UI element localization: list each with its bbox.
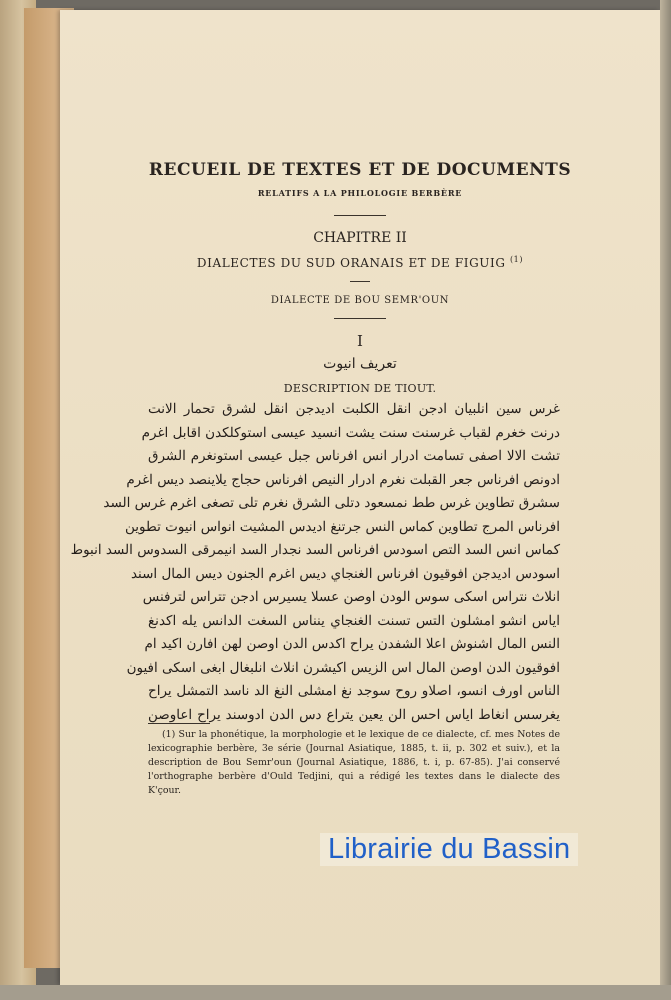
- footnote-marker: (1): [509, 255, 524, 264]
- dialect-heading: DIALECTE DE BOU SEMR'OUN: [270, 295, 450, 306]
- arabic-text-body: [70, 398, 560, 727]
- arabic-line: انلاث نتراس اسكى سوس الودن اوصن عسلا يسيرس ادجن تتراس لترفنس: [142, 589, 560, 605]
- dialect-divider: [334, 318, 386, 319]
- book-bottom-edge: [0, 985, 671, 1000]
- watermark-logo: Librairie du Bassin: [320, 833, 578, 866]
- chapter-divider: [350, 281, 370, 282]
- arabic-line: غرس سين انلبيان ادجن انقل الكلبت اديدجن انقل لشرق تحمار الانت: [148, 401, 560, 417]
- arabic-line: الناس اورف انسو، اصلاو روح سوجد نغ امشلى النغ الد ناسد التمشل يراح: [148, 683, 560, 699]
- dialects-heading: [60, 255, 660, 270]
- section-number: I: [357, 332, 363, 350]
- chapter-heading: CHAPITRE II: [313, 230, 407, 246]
- arabic-heading: تعريف انيوت: [323, 356, 397, 372]
- arabic-line: يغرسس انغاط اياس احس الن يعين يتراع دس الدن ادوسند يراح اعاوصن: [148, 706, 560, 723]
- arabic-line: اسودس اديدجن افوقيون افرناس الغنجاي ديس اغرم الجنون ديس المال اسند: [130, 565, 560, 582]
- footnote-divider: [148, 723, 210, 724]
- book-right-edge: [660, 0, 671, 1000]
- arabic-line: افوقيون الدن اوصن المال اس الزيس اكيشرن انلاث انلبغال ابغى اسكى افيون: [126, 659, 560, 676]
- arabic-line: النس المال اشنوش اعلا الشفدن يراح اكدس الدن اوصن لهن افارن اكيد ام: [144, 636, 560, 652]
- arabic-line: تشت الالا اصفى تسامت ادرار انس افرناس جبل عيسى استونغرم الشرق: [148, 448, 560, 464]
- arabic-line: سشرق تطاوين غرس طط نمسعود دتلى الشرق نغرم تلى تصغى اغرم غرس السد: [103, 495, 560, 511]
- description-heading: DESCRIPTION DE TIOUT.: [283, 382, 437, 395]
- arabic-line: درنت خغرم لقباب غرسنت سنت يشت انسيد عيسى استوكلكدن اقابل اغرم: [141, 424, 560, 441]
- arabic-line: كماس انس السد التص اسودس افرناس السد نجدار السد انيمرقى السدوس السد انبوط: [70, 542, 560, 558]
- page-title: RECUEIL DE TEXTES ET DE DOCUMENTS: [148, 160, 572, 180]
- footnote: (1) Sur la phonétique, la morphologie et le lexique de ce dialecte, cf. mes Notes de lexicographie berbère, 3e série (Journal Asiatique, 1885, t. ii, p. 302 et suiv.), et la description de Bou Semr'oun (Journal Asiatique, 1886, t. i, p. 67-85). J'ai conservé l'orthographe berbère d'Ould Tedjini, qui a rédigé les textes dans le dialecte des K'çour.: [148, 729, 560, 796]
- dialects-heading-text: DIALECTES DU SUD ORANAIS ET DE FIGUIG: [196, 256, 506, 270]
- arabic-line: اياس انشو امشلون التس تسنت الغنجاي ينناس السغت الدانس يله اكدنغ: [148, 612, 560, 629]
- page-subtitle: RELATIFS A LA PHILOLOGIE BERBÈRE: [257, 188, 463, 198]
- arabic-line: افرناس المرج تطاوين كماس النس جرتنغ اديدس المشيت انواس انيوت تطوين: [125, 518, 560, 535]
- arabic-line: ادونص افرناس جعر القبلت نغرم ادرار النيص افرناس حجاج يلاينصد ديس اغرم: [126, 471, 560, 488]
- title-divider: [334, 215, 386, 216]
